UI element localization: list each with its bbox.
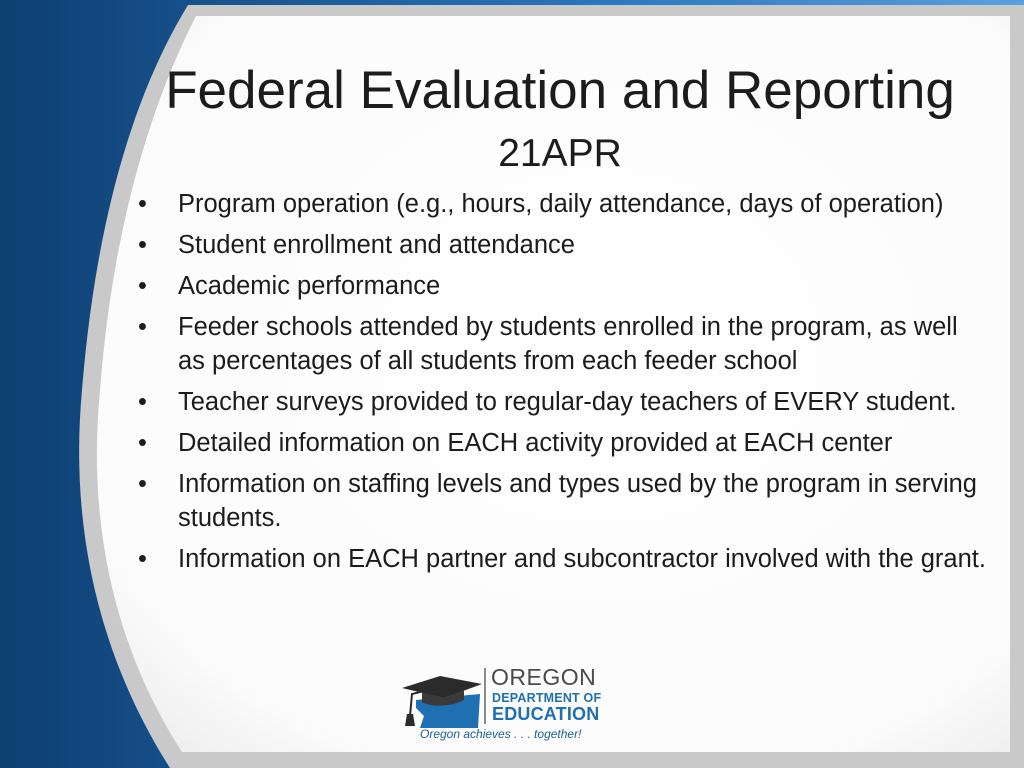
bullet-item <box>138 542 988 576</box>
bullet-text: Program operation (e.g., hours, daily attendance, days of operation) <box>178 190 944 218</box>
logo-divider <box>484 668 486 724</box>
bullet-text: Feeder schools attended by students enrolled in the program, as well as percentages of all students from each feeder school <box>178 313 958 375</box>
oregon-education-logo <box>398 664 608 746</box>
bullet-dot: • <box>138 470 147 498</box>
bullet-dot: • <box>138 231 147 259</box>
bullet-dot: • <box>138 190 147 218</box>
bullet-item <box>138 467 988 535</box>
logo-oregon-text: OREGON <box>491 664 597 690</box>
slide-title: Federal Evaluation and Reporting <box>165 61 955 120</box>
bullet-list <box>138 187 988 583</box>
bullet-item <box>138 269 988 303</box>
bullet-text: Detailed information on EACH activity provided at EACH center <box>178 429 893 457</box>
bullet-text: Academic performance <box>178 272 441 300</box>
bullet-text: Student enrollment and attendance <box>178 231 575 259</box>
slide-subtitle: 21APR <box>498 132 622 175</box>
bullet-text: Teacher surveys provided to regular-day teachers of EVERY student. <box>178 388 957 416</box>
bullet-dot: • <box>138 545 147 573</box>
bullet-dot: • <box>138 272 147 300</box>
bullet-text: Information on staffing levels and types used by the program in serving students. <box>178 470 977 532</box>
bullet-dot: • <box>138 388 147 416</box>
logo-tagline: Oregon achieves . . . together! <box>420 727 582 741</box>
bullet-item <box>138 228 988 262</box>
oregon-map-graduation-cap-icon <box>398 670 484 732</box>
bullet-item <box>138 187 988 221</box>
bullet-item <box>138 385 988 419</box>
logo-department-text: DEPARTMENT OF <box>492 691 602 705</box>
bullet-item <box>138 310 988 378</box>
bullet-item <box>138 426 988 460</box>
bullet-dot: • <box>138 313 147 341</box>
bullet-text: Information on EACH partner and subcontractor involved with the grant. <box>178 545 986 573</box>
bullet-dot: • <box>138 429 147 457</box>
logo-education-text: EDUCATION <box>492 704 600 724</box>
